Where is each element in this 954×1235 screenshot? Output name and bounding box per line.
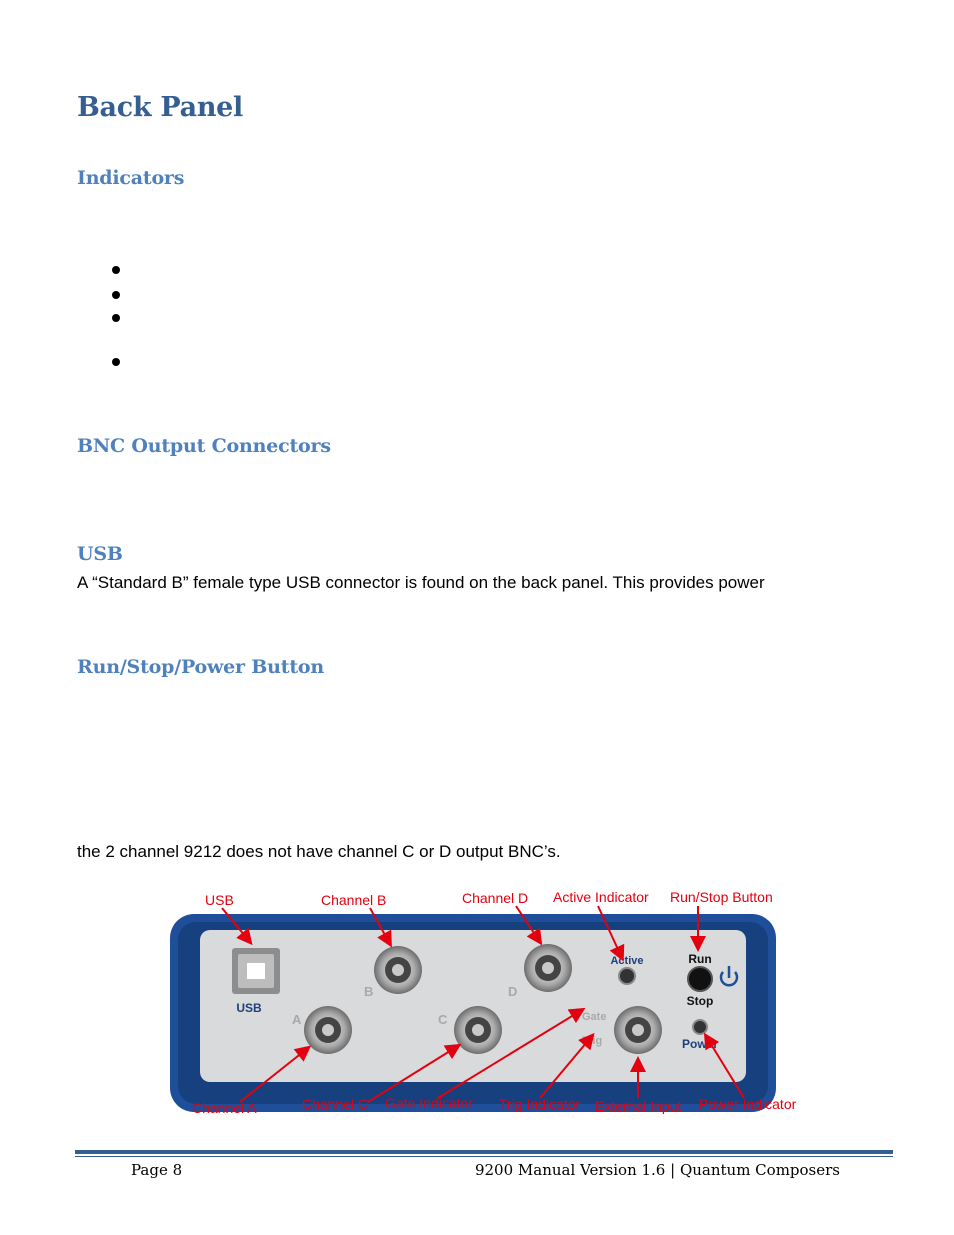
usb-port [232, 948, 280, 994]
panel-label-b: B [364, 984, 374, 999]
channel-note: the 2 channel 9212 does not have channel C or D output BNC’s. [77, 842, 561, 861]
panel-label-active: Active [610, 955, 644, 967]
bullet [112, 291, 120, 299]
bnc-channel-b [374, 946, 422, 994]
page-heading: Back Panel [77, 92, 244, 123]
panel-label-d: D [508, 984, 518, 999]
section-heading-indicators: Indicators [77, 167, 185, 189]
bnc-channel-d [524, 944, 572, 992]
panel-face [200, 930, 746, 1082]
callout-run-stop-button: Run/Stop Button [670, 889, 773, 905]
bnc-channel-c [454, 1006, 502, 1054]
callout-usb: USB [205, 892, 234, 908]
run-stop-button [688, 967, 712, 991]
bullet [112, 314, 120, 322]
panel-label-run: Run [688, 952, 712, 966]
callout-active-indicator: Active Indicator [553, 889, 649, 905]
callout-gate-indicator: Gate Indicator [385, 1095, 473, 1111]
callout-channel-a: Channel A [192, 1100, 257, 1116]
callout-external-input: External Input [595, 1098, 682, 1114]
panel-label-gate: Gate [582, 1011, 607, 1023]
footer-rule [75, 1150, 893, 1157]
panel-label-usb: USB [236, 1001, 262, 1015]
panel-label-stop: Stop [686, 994, 714, 1008]
power-indicator-led [693, 1020, 707, 1034]
active-indicator-led [619, 968, 635, 984]
bullet [112, 358, 120, 366]
section-heading-run-stop: Run/Stop/Power Button [77, 656, 324, 678]
footer-page-number: Page 8 [131, 1161, 183, 1179]
callout-channel-d: Channel D [462, 890, 529, 906]
footer-document-title: 9200 Manual Version 1.6 | Quantum Composers [474, 1161, 840, 1179]
back-panel-figure [152, 884, 808, 1120]
callout-power-indicator: Power Indicator [699, 1096, 797, 1112]
panel-label-trig: Trig [582, 1035, 603, 1047]
panel-label-power: Power [681, 1037, 719, 1051]
section-heading-usb: USB [77, 543, 123, 565]
panel-label-a: A [292, 1012, 302, 1027]
bnc-external-input [614, 1006, 662, 1054]
usb-paragraph: A “Standard B” female type USB connector is found on the back panel. This provides power [77, 573, 765, 592]
bullet [112, 266, 120, 274]
panel-label-c: C [438, 1012, 448, 1027]
section-heading-bnc: BNC Output Connectors [77, 435, 331, 457]
callout-channel-c: Channel C [302, 1096, 369, 1112]
bnc-channel-a [304, 1006, 352, 1054]
callout-channel-b: Channel B [321, 892, 387, 908]
callout-trig-indicator: Trig Indicator [499, 1096, 581, 1112]
